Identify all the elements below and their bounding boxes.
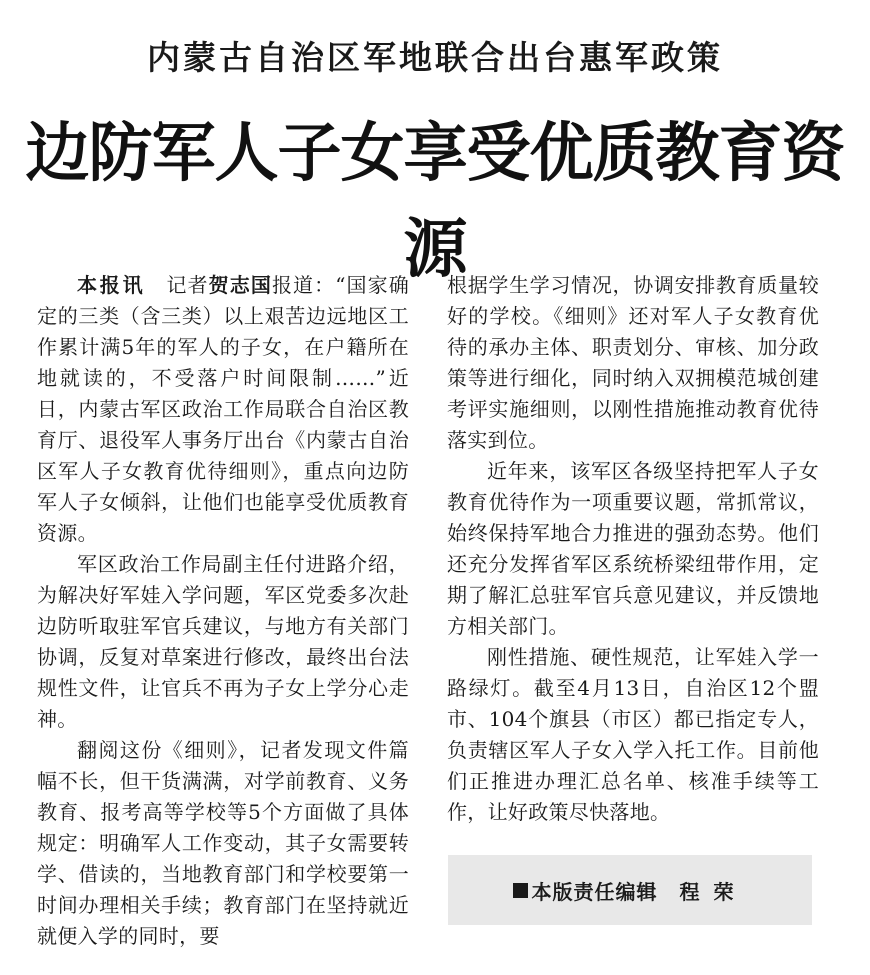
paragraph-4: 近年来，该军区各级坚持把军人子女教育优待作为一项重要议题，常抓常议，始终保持军地合力推进的强劲态势。他们还充分发挥省军区系统桥梁纽带作用，定期了解汇总驻军官兵意见建议，并反馈地方相关部门。 bbox=[447, 459, 819, 638]
headline: 边防军人子女享受优质教育资源 bbox=[25, 116, 845, 287]
lead-text: 报道：“国家确定的三类（含三类）以上艰苦边远地区工作累计满5年的军人的子女，在户籍所在地就读的，不受落户时间限制……”近日，内蒙古军区政治工作局联合自治区教育厅、退役军人事务厅出台《内蒙古自治区军人子女教育优待细则》，重点向边防军人子女倾斜，让他们也能享受优质教育资源。 bbox=[37, 273, 409, 545]
editor-label: 本版责任编辑 bbox=[531, 879, 658, 904]
editor-name: 程荣 bbox=[679, 879, 748, 904]
editor-credit-box bbox=[448, 855, 812, 925]
lead-paragraph bbox=[37, 270, 409, 549]
reporter-name: 贺志国 bbox=[208, 273, 272, 297]
square-bullet-icon bbox=[513, 883, 528, 898]
paragraph-2: 军区政治工作局副主任付进路介绍，为解决好军娃入学问题，军区党委多次赴边防听取驻军官兵建议，与地方有关部门协调，反复对草案进行修改，最终出台法规性文件，让官兵不再为子女上学分心走神。 bbox=[37, 552, 409, 731]
reporter-prefix: 记者 bbox=[166, 273, 209, 297]
dateline: 本报讯 bbox=[77, 273, 146, 297]
paragraph-5: 刚性措施、硬性规范，让军娃入学一路绿灯。截至4月13日，自治区12个盟市、104个旗县（市区）都已指定专人，负责辖区军人子女入学入托工作。目前他们正推进办理汇总名单、核准手续等工作，让好政策尽快落地。 bbox=[447, 645, 819, 824]
kicker-title: 内蒙古自治区军地联合出台惠军政策 bbox=[147, 38, 723, 77]
paragraph-3-part2: 根据学生学习情况，协调安排教育质量较好的学校。《细则》还对军人子女教育优待的承办主体、职责划分、审核、加分政策等进行细化，同时纳入双拥模范城创建考评实施细则，以刚性措施推动教育优待落实到位。 bbox=[447, 273, 819, 452]
article-column-left bbox=[37, 270, 409, 952]
paragraph-3-part1: 翻阅这份《细则》，记者发现文件篇幅不长，但干货满满，对学前教育、义务教育、报考高等学校等5个方面做了具体规定：明确军人工作变动，其子女需要转学、借读的，当地教育部门和学校要第一时间办理相关手续；教育部门在坚持就近就便入学的同时，要 bbox=[37, 738, 409, 948]
article-column-right bbox=[447, 270, 819, 828]
